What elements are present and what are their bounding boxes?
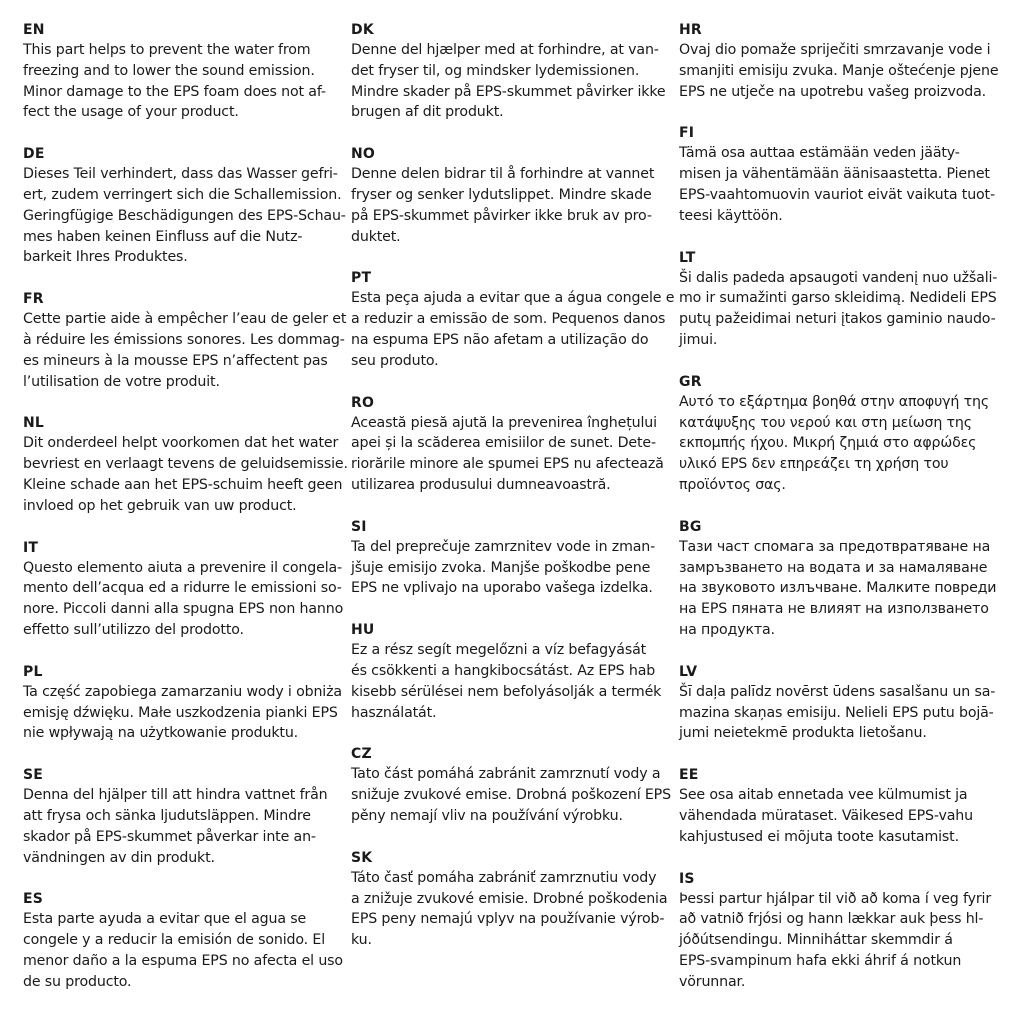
paragraph-line: Minor damage to the EPS foam does not af- <box>23 83 326 100</box>
language-section-ro <box>351 393 673 496</box>
language-paragraph <box>351 288 673 371</box>
language-code: IT <box>23 539 39 556</box>
paragraph-line: Tato část pomáhá zabránit zamrznutí vody a <box>351 766 661 783</box>
language-code: CZ <box>351 746 372 763</box>
paragraph-line: EPS ne utječe na upotrebu vašeg proizvoda. <box>679 83 987 100</box>
paragraph-line: bevriest en verlaagt tevens de geluidsemissie. <box>23 456 348 473</box>
language-code: EE <box>679 767 699 784</box>
paragraph-line: használatát. <box>351 704 437 721</box>
paragraph-line: pěny nemají vliv na používání výrobku. <box>351 807 623 824</box>
paragraph-line: EPS-vaahtomuovin vauriot eivät vaikuta tuot- <box>679 186 995 203</box>
language-section-lv <box>679 662 1001 744</box>
language-paragraph <box>679 682 1001 744</box>
language-code: GR <box>679 373 702 390</box>
language-paragraph <box>679 785 1001 847</box>
paragraph-line: duktet. <box>351 228 401 245</box>
language-section-hu <box>351 620 673 723</box>
language-code: IS <box>679 870 695 887</box>
paragraph-line: nore. Piccoli danni alla spugna EPS non hanno <box>23 601 344 618</box>
paragraph-line: smanjiti emisiju zvuka. Manje oštećenje pjene <box>679 62 999 79</box>
language-paragraph <box>23 558 345 641</box>
language-section-it <box>23 538 345 641</box>
language-section-se <box>23 765 345 868</box>
paragraph-line: jumi neietekmē produkta lietošanu. <box>679 725 927 742</box>
paragraph-line: EPS-svampinum hafa ekki áhrif á notkun <box>679 952 962 969</box>
paragraph-line: a reduzir a emissão de som. Pequenos danos <box>351 311 666 328</box>
paragraph-line: jšuje emisijo zvoka. Manjše poškodbe pene <box>351 559 651 576</box>
paragraph-line: mo ir sumažinti garso skleidimą. Nedideli EPS <box>679 290 997 307</box>
paragraph-line: Geringfügige Beschädigungen des EPS-Schau- <box>23 207 346 224</box>
paragraph-line: υλικό EPS δεν επηρεάζει τη χρήση του <box>679 456 949 473</box>
paragraph-line: det fryser til, og mindsker lydemissionen. <box>351 62 640 79</box>
paragraph-line: emisję dźwięku. Małe uszkodzenia pianki EPS <box>23 704 338 721</box>
language-code: ES <box>23 891 44 908</box>
paragraph-line: Denna del hjälper till att hindra vattnet från <box>23 787 328 804</box>
language-code: BG <box>679 518 702 535</box>
language-paragraph <box>679 889 1001 993</box>
language-section-en <box>23 20 345 123</box>
language-code: PT <box>351 270 372 287</box>
paragraph-line: putų pažeidimai neturi įtakos gaminio naudo- <box>679 311 996 328</box>
paragraph-line: εκπομπής ήχου. Μικρή ζημιά στο αφρώδες <box>679 435 977 452</box>
column-2 <box>351 20 673 972</box>
paragraph-line: vähendada mürataset. Väikesed EPS-vahu <box>679 807 973 824</box>
paragraph-line: κατάψυξης του νερού και στη μείωση της <box>679 414 972 431</box>
language-paragraph <box>679 537 1001 641</box>
language-paragraph <box>679 143 1001 226</box>
paragraph-line: freezing and to lower the sound emission. <box>23 62 315 79</box>
paragraph-line: Αυτό το εξάρτημα βοηθά στην αποφυγή της <box>679 393 990 410</box>
language-code: NO <box>351 146 376 163</box>
paragraph-line: на EPS пяната не влияят на използването <box>679 601 989 618</box>
paragraph-line: Ta del preprečuje zamrznitev vode in zman- <box>351 538 656 555</box>
language-section-pt <box>351 268 673 371</box>
paragraph-line: fryser og senker lydutslippet. Mindre skade <box>351 186 652 203</box>
paragraph-line: invloed op het gebruik van uw product. <box>23 497 297 514</box>
language-section-gr <box>679 372 1001 496</box>
language-paragraph <box>23 909 345 992</box>
language-section-pl <box>23 662 345 744</box>
paragraph-line: à réduire les émissions sonores. Les dommag- <box>23 331 345 348</box>
language-section-si <box>351 517 673 599</box>
paragraph-line: kahjustused ei mõjuta toote kasutamist. <box>679 828 959 845</box>
paragraph-line: nie wpływają na użytkowanie produktu. <box>23 725 299 742</box>
paragraph-line: Ši dalis padeda apsaugoti vandenį nuo užšali- <box>679 269 998 286</box>
language-code: DK <box>351 22 374 38</box>
paragraph-line: vändningen av din produkt. <box>23 849 215 866</box>
language-section-sk <box>351 848 673 951</box>
paragraph-line: Cette partie aide à empêcher l’eau de geler et <box>23 311 347 328</box>
language-code: DE <box>23 146 45 163</box>
language-code: LT <box>679 249 696 266</box>
language-paragraph <box>23 682 345 744</box>
paragraph-line: Această piesă ajută la prevenirea înghețului <box>351 414 657 431</box>
language-section-lt <box>679 248 1001 351</box>
language-paragraph <box>23 785 345 868</box>
language-paragraph <box>351 413 673 496</box>
paragraph-line: замръзването на водата и за намаляване <box>679 559 988 576</box>
paragraph-line: att frysa och sänka ljudutsläppen. Mindre <box>23 807 311 824</box>
paragraph-line: mazina skaņas emisiju. Nelieli EPS putu bojā- <box>679 704 994 721</box>
language-code: EN <box>23 22 45 38</box>
paragraph-line: This part helps to prevent the water from <box>23 42 311 58</box>
language-code: FR <box>23 291 44 308</box>
paragraph-line: Dieses Teil verhindert, dass das Wasser gefri- <box>23 166 338 183</box>
language-code: RO <box>351 394 375 411</box>
paragraph-line: på EPS-skummet påvirker ikke bruk av pro- <box>351 207 652 224</box>
language-code: SI <box>351 518 367 535</box>
paragraph-line: EPS peny nemajú vplyv na používanie výrob- <box>351 911 665 928</box>
paragraph-line: na espuma EPS não afetam a utilização do <box>351 331 649 348</box>
paragraph-line: jimui. <box>679 331 718 348</box>
paragraph-line: Тази част спомага за предотвратяване на <box>679 538 991 555</box>
paragraph-line: vörunnar. <box>679 973 746 990</box>
paragraph-line: congele y a reducir la emisión de sonido. El <box>23 932 325 949</box>
paragraph-line: fect the usage of your product. <box>23 104 239 121</box>
language-section-hr <box>679 20 1001 102</box>
paragraph-line: Questo elemento aiuta a prevenire il congela- <box>23 559 343 576</box>
paragraph-line: a znižuje zvukové emisie. Drobné poškodenia <box>351 890 668 907</box>
language-code: PL <box>23 663 43 680</box>
language-code: SK <box>351 849 373 866</box>
language-section-bg <box>679 517 1001 641</box>
language-section-dk <box>351 20 673 123</box>
language-paragraph <box>351 868 673 951</box>
paragraph-line: menor daño a la espuma EPS no afecta el uso <box>23 952 343 969</box>
language-paragraph <box>351 164 673 247</box>
paragraph-line: Esta parte ayuda a evitar que el agua se <box>23 911 307 928</box>
language-code: HU <box>351 622 375 639</box>
language-paragraph <box>23 309 345 392</box>
language-code: LV <box>679 663 698 680</box>
language-paragraph <box>679 392 1001 496</box>
language-paragraph <box>23 164 345 268</box>
paragraph-line: Ta część zapobiega zamarzaniu wody i obniża <box>23 683 342 700</box>
paragraph-line: teesi käyttöön. <box>679 207 783 224</box>
language-paragraph <box>351 537 673 599</box>
language-section-fi <box>679 123 1001 226</box>
paragraph-line: es mineurs à la mousse EPS n’affectent pas <box>23 352 328 369</box>
paragraph-line: ku. <box>351 932 372 949</box>
paragraph-line: Dit onderdeel helpt voorkomen dat het water <box>23 435 339 452</box>
paragraph-line: að vatnið frjósi og hann lækkar auk þess hl- <box>679 911 984 928</box>
paragraph-line: snižuje zvukové emise. Drobná poškození EPS <box>351 787 671 804</box>
paragraph-line: Táto časť pomáha zabrániť zamrznutiu vody <box>351 869 657 886</box>
language-paragraph <box>351 40 673 123</box>
paragraph-line: EPS ne vplivajo na uporabo vašega izdelka. <box>351 580 653 597</box>
paragraph-line: l’utilisation de votre produit. <box>23 373 220 390</box>
paragraph-line: seu produto. <box>351 352 439 369</box>
paragraph-line: Ovaj dio pomaže spriječiti smrzavanje vode i <box>679 42 991 58</box>
language-paragraph <box>679 40 1001 102</box>
paragraph-line: misen ja vähentämään äänisaastetta. Pienet <box>679 166 990 183</box>
paragraph-line: Ez a rész segít megelőzni a víz befagyását <box>351 642 647 659</box>
language-section-de <box>23 144 345 268</box>
paragraph-line: Þessi partur hjálpar til við að koma í veg fyrir <box>679 890 992 907</box>
language-section-ee <box>679 765 1001 847</box>
language-code: FI <box>679 125 695 142</box>
paragraph-line: apei și la scăderea emisiilor de sunet. Dete- <box>351 435 656 452</box>
paragraph-line: Denne delen bidrar til å forhindre at vannet <box>351 166 655 183</box>
paragraph-line: utilizarea produsului dumneavoastră. <box>351 476 611 493</box>
paragraph-line: Šī daļa palīdz novērst ūdens sasalšanu un sa- <box>679 683 996 700</box>
language-code: HR <box>679 22 702 38</box>
paragraph-line: Mindre skader på EPS-skummet påvirker ikke <box>351 83 666 100</box>
paragraph-line: jóðútsendingu. Minniháttar skemmdir á <box>679 932 953 949</box>
language-section-nl <box>23 413 348 516</box>
paragraph-line: ert, zudem verringert sich die Schallemission. <box>23 186 342 203</box>
paragraph-line: Kleine schade aan het EPS-schuim heeft geen <box>23 476 343 493</box>
language-paragraph <box>23 433 348 516</box>
language-paragraph <box>23 40 345 123</box>
paragraph-line: Denne del hjælper med at forhindre, at van- <box>351 42 659 58</box>
paragraph-line: προϊόντος σας. <box>679 476 786 493</box>
language-section-fr <box>23 289 345 392</box>
paragraph-line: на продукта. <box>679 621 775 638</box>
paragraph-line: See osa aitab ennetada vee külmumist ja <box>679 787 968 804</box>
paragraph-line: Tämä osa auttaa estämään veden jääty- <box>679 145 960 162</box>
paragraph-line: riorările minore ale spumei EPS nu afectează <box>351 456 664 473</box>
paragraph-line: effetto sull’utilizzo del prodotto. <box>23 621 244 638</box>
language-section-is <box>679 869 1001 993</box>
language-paragraph <box>351 764 673 826</box>
column-1 <box>23 20 348 1014</box>
language-section-es <box>23 889 345 992</box>
column-3 <box>679 20 1001 1014</box>
paragraph-line: kisebb sérülései nem befolyásolják a termék <box>351 683 662 700</box>
language-paragraph <box>351 640 673 723</box>
paragraph-line: mento dell’acqua ed a ridurre le emissioni so- <box>23 580 342 597</box>
paragraph-line: skador på EPS-skummet påverkar inte an- <box>23 828 316 845</box>
paragraph-line: на звуковото излъчване. Малките повреди <box>679 580 997 597</box>
paragraph-line: és csökkenti a hangkibocsátást. Az EPS hab <box>351 662 656 679</box>
language-code: NL <box>23 415 45 432</box>
paragraph-line: de su producto. <box>23 973 132 990</box>
language-section-no <box>351 144 673 247</box>
language-code: SE <box>23 767 44 784</box>
paragraph-line: barkeit Ihres Produktes. <box>23 249 188 266</box>
paragraph-line: mes haben keinen Einfluss auf die Nutz- <box>23 228 303 245</box>
paragraph-line: brugen af dit produkt. <box>351 104 504 121</box>
language-paragraph <box>679 268 1001 351</box>
language-section-cz <box>351 744 673 826</box>
paragraph-line: Esta peça ajuda a evitar que a água congele e <box>351 290 675 307</box>
